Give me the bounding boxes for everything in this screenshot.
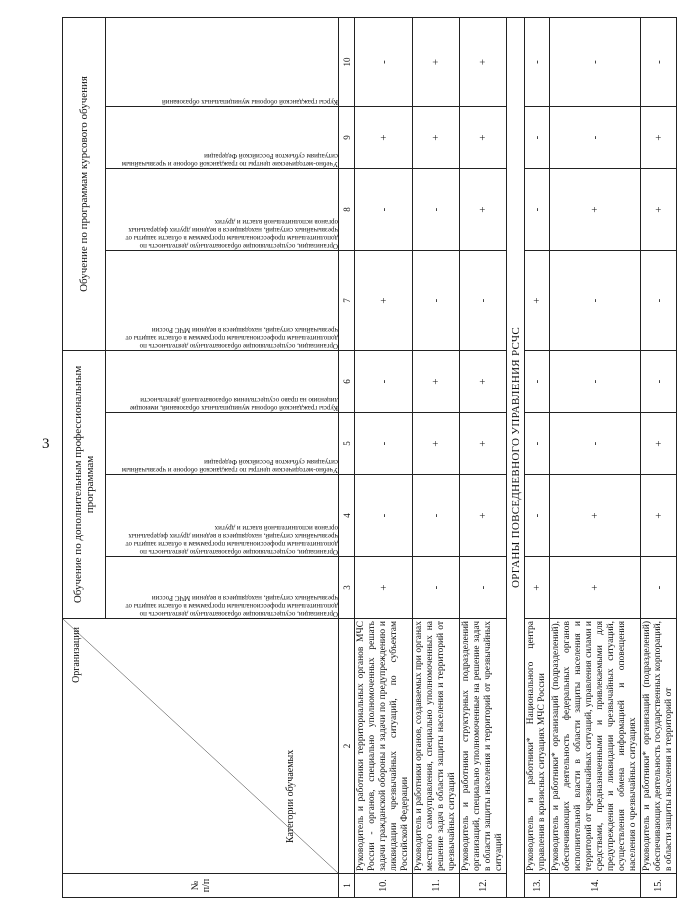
- row-mark: +: [525, 557, 550, 619]
- row-mark: -: [525, 350, 550, 412]
- page-number: 3: [42, 436, 50, 452]
- row-mark: -: [525, 17, 550, 106]
- column-number: 7: [339, 250, 355, 350]
- row-mark: +: [460, 475, 507, 557]
- row-mark: -: [355, 17, 413, 106]
- column-header-text: Организации, осуществляющие образовательную деятельность по дополнительным профессиональным программам в области защиты от чрезвычайных ситуаций, находящиеся в ведении других федеральных органов исполнительной власти и других: [125, 524, 338, 556]
- column-header-text: Организации, осуществляющие образовательную деятельность по дополнительным профессиональным программам в области защиты от чрезвычайных ситуаций, находящиеся в ведении других федеральных органов исполнительной власти и других: [125, 217, 338, 250]
- row-mark: +: [460, 106, 507, 168]
- row-mark: -: [525, 168, 550, 250]
- row-mark: +: [413, 413, 460, 475]
- row-mark: -: [641, 557, 677, 619]
- row-mark: +: [460, 168, 507, 250]
- column-header-text: Курсы гражданской обороны муниципальных образований, имеющие лицензию на право осуществления образовательной деятельности: [129, 396, 338, 412]
- organization-label: Организации: [71, 627, 82, 683]
- column-header: [106, 557, 339, 619]
- row-mark: -: [525, 413, 550, 475]
- section-title: ОРГАНЫ ПОВСЕДНЕВНОГО УПРАВЛЕНИЯ РСЧС: [507, 17, 525, 897]
- column-number: 10: [339, 17, 355, 106]
- row-number: 12.: [460, 874, 507, 898]
- table-row: [525, 17, 550, 897]
- column-header: [106, 17, 339, 106]
- training-table: [62, 17, 677, 898]
- column-number: 6: [339, 350, 355, 412]
- np-label: № п/п: [189, 878, 212, 893]
- column-number: 9: [339, 106, 355, 168]
- row-mark: -: [355, 413, 413, 475]
- row-mark: +: [550, 168, 641, 250]
- column-number: 4: [339, 475, 355, 557]
- column-header: [106, 106, 339, 168]
- column-header: [106, 350, 339, 412]
- row-mark: -: [641, 350, 677, 412]
- row-number: 11.: [413, 874, 460, 898]
- group-header-additional: Обучение по дополнительным профессиональным программам: [63, 350, 106, 618]
- column-header: [106, 250, 339, 350]
- row-mark: -: [550, 17, 641, 106]
- row-mark: +: [550, 475, 641, 557]
- row-mark: -: [525, 106, 550, 168]
- row-mark: -: [460, 557, 507, 619]
- table-row: [413, 17, 460, 897]
- row-mark: +: [355, 106, 413, 168]
- row-mark: +: [641, 413, 677, 475]
- table-row: [460, 17, 507, 897]
- diagonal-line: [63, 619, 338, 873]
- row-mark: +: [525, 250, 550, 350]
- row-mark: +: [460, 350, 507, 412]
- group-header-course: Обучение по программам курсового обучения: [63, 17, 106, 350]
- row-mark: +: [550, 557, 641, 619]
- row-mark: -: [550, 413, 641, 475]
- row-category: Руководитель и работники* организаций (подразделений) обеспечивающих деятельность государственных корпораций, в области защиты населения и территорий от: [641, 619, 677, 874]
- row-mark: -: [355, 350, 413, 412]
- row-category: Руководитель и работники* Национального центра управления в кризисных ситуациях МЧС России: [525, 619, 550, 874]
- header-diagonal-cell: [63, 619, 339, 874]
- row-number: 13.: [525, 874, 550, 898]
- row-mark: +: [641, 106, 677, 168]
- row-number: 10.: [355, 874, 413, 898]
- row-mark: -: [550, 250, 641, 350]
- column-number: 3: [339, 557, 355, 619]
- row-category: Руководитель и работники структурных подразделений организаций, специально уполномоченные на решение задач в области защиты населения и территорий от чрезвычайных ситуаций: [460, 619, 507, 874]
- table-row: [550, 17, 641, 897]
- column-header-text: Учебно-методические центры по гражданской обороне и чрезвычайным ситуациям субъектов Российской Федерации: [121, 458, 338, 474]
- row-mark: -: [355, 475, 413, 557]
- row-mark: -: [355, 168, 413, 250]
- column-header: [106, 475, 339, 557]
- column-number: 8: [339, 168, 355, 250]
- column-number: 5: [339, 413, 355, 475]
- row-category: Руководитель и работники органов, создаваемых при органах местного самоуправления, специально уполномоченных на решение задач в области защиты населения и территорий от чрезвычайных ситуаций: [413, 619, 460, 874]
- row-mark: -: [413, 557, 460, 619]
- row-mark: -: [413, 250, 460, 350]
- row-category: Руководитель и работники* организаций (подразделений), обеспечивающих деятельность федеральных органов исполнительной власти в области защиты населения и территорий от чрезвычайных ситуаций, управления силами и средствами, предназначенными и привлекаемыми для предупреждения и ликвидации чрезвычайных ситуаций, осуществления обмена информацией и оповещения населения о чрезвычайных ситуациях: [550, 619, 641, 874]
- column-header-text: Учебно-методические центры по гражданской обороне и чрезвычайным ситуациям субъектов Российской Федерации: [121, 151, 338, 168]
- row-mark: +: [460, 17, 507, 106]
- row-mark: +: [355, 250, 413, 350]
- row-mark: -: [641, 17, 677, 106]
- row-mark: -: [550, 106, 641, 168]
- column-header: [106, 168, 339, 250]
- header-np: [63, 874, 339, 898]
- row-mark: -: [413, 168, 460, 250]
- row-category: Руководитель и работники территориальных органов МЧС России - органов, специально уполномоченных решать задачи гражданской обороны и задачи по предупреждению и ликвидации чрезвычайных ситуаций, по субъектам Российской Федерации: [355, 619, 413, 874]
- column-header-text: Организации, осуществляющие образовательную деятельность по дополнительным профессиональным программам в области защиты от чрезвычайных ситуаций, находящиеся в ведении МЧС России: [125, 594, 338, 618]
- row-mark: -: [413, 475, 460, 557]
- category-label: Категории обучаемых: [285, 749, 296, 843]
- column-header-text: Курсы гражданской обороны муниципальных образований: [161, 97, 338, 106]
- row-mark: +: [413, 350, 460, 412]
- column-header: [106, 413, 339, 475]
- row-number: 15.: [641, 874, 677, 898]
- column-number: 1: [339, 874, 355, 898]
- row-mark: -: [460, 250, 507, 350]
- row-mark: +: [641, 168, 677, 250]
- row-mark: +: [413, 17, 460, 106]
- table-row: [355, 17, 413, 897]
- row-mark: +: [413, 106, 460, 168]
- table-row: [641, 17, 677, 897]
- rotated-table-page: [62, 8, 674, 898]
- row-mark: +: [460, 413, 507, 475]
- row-mark: -: [550, 350, 641, 412]
- row-mark: -: [525, 475, 550, 557]
- column-number: 2: [339, 619, 355, 874]
- row-number: 14.: [550, 874, 641, 898]
- row-mark: +: [355, 557, 413, 619]
- row-mark: +: [641, 475, 677, 557]
- column-header-text: Организации, осуществляющие образовательную деятельность по дополнительным профессиональным программам в области защиты от чрезвычайных ситуаций, находящиеся в ведении МЧС России: [125, 325, 338, 350]
- row-mark: -: [641, 250, 677, 350]
